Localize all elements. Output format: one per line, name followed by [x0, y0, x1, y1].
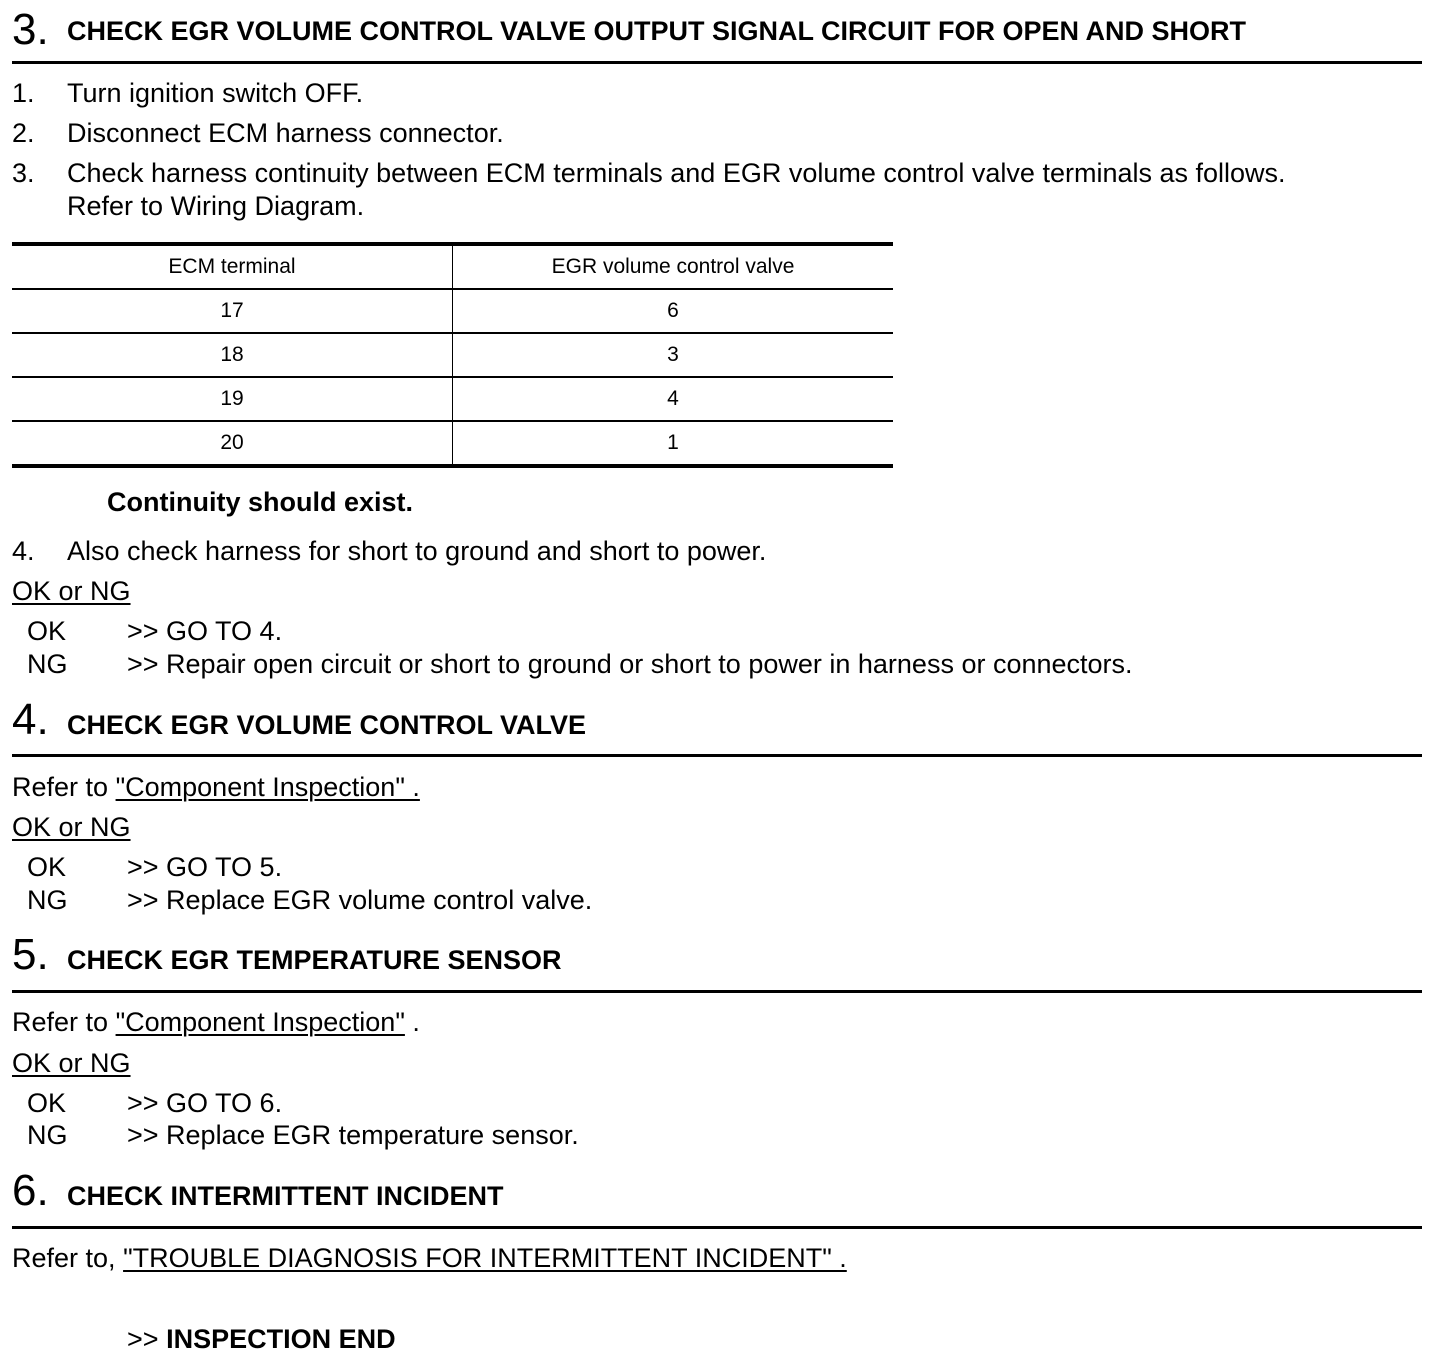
continuity-table: [12, 242, 893, 468]
table-cell: 1: [453, 421, 894, 466]
table-row: [12, 377, 893, 421]
table-row: [12, 333, 893, 377]
step-3-title: CHECK EGR VOLUME CONTROL VALVE OUTPUT SIGNAL CIRCUIT FOR OPEN AND SHORT: [67, 16, 1247, 46]
step-3-ng-action: >> Repair open circuit or short to ground or short to power in harness or connectors.: [127, 649, 1133, 679]
inspection-end-label: INSPECTION END: [166, 1324, 396, 1354]
step-3-item-3-text: Check harness continuity between ECM terminals and EGR volume control valve terminals as follows.: [67, 158, 1286, 188]
step-6-divider: [12, 1226, 1422, 1229]
step-3-number: 3.: [12, 5, 49, 54]
table-cell: 18: [12, 333, 453, 377]
step-4-refer: [12, 771, 420, 803]
step-4-ng-action: >> Replace EGR volume control valve.: [127, 885, 593, 915]
step-4-ng-label: NG: [27, 885, 68, 915]
step-3-ok-action: >> GO TO 4.: [127, 616, 283, 646]
step-3-divider: [12, 61, 1422, 64]
step-5-ok-label: OK: [27, 1088, 67, 1118]
step-3-item-2-text: Disconnect ECM harness connector.: [67, 118, 504, 148]
step-5-title: CHECK EGR TEMPERATURE SENSOR: [67, 945, 562, 975]
step-3-item-4-text: Also check harness for short to ground and short to power.: [67, 536, 767, 566]
step-5-refer-prefix: Refer to: [12, 1007, 109, 1037]
table-cell: 17: [12, 289, 453, 333]
table-cell: 3: [453, 333, 894, 377]
step-4-title: CHECK EGR VOLUME CONTROL VALVE: [67, 710, 587, 740]
table-cell: 4: [453, 377, 894, 421]
table-cell: 6: [453, 289, 894, 333]
step-3-item-1-text: Turn ignition switch OFF.: [67, 78, 364, 108]
step-5-divider: [12, 990, 1422, 993]
step-3-item-4-number: 4.: [12, 536, 35, 566]
component-inspection-link[interactable]: "Component Inspection": [115, 1007, 405, 1037]
step-5-ng-action: >> Replace EGR temperature sensor.: [127, 1120, 579, 1150]
table-cell: 20: [12, 421, 453, 466]
step-3-result-label: OK or NG: [12, 576, 131, 606]
step-6-title: CHECK INTERMITTENT INCIDENT: [67, 1181, 504, 1211]
component-inspection-link[interactable]: "Component Inspection" .: [115, 772, 420, 802]
step-5-refer-suffix: .: [404, 1007, 420, 1037]
step-6-refer: [12, 1242, 847, 1274]
table-header-ecm-terminal: ECM terminal: [12, 244, 453, 289]
step-4-number: 4.: [12, 695, 49, 744]
continuity-note: Continuity should exist.: [107, 487, 414, 517]
step-5-ok-action: >> GO TO 6.: [127, 1088, 283, 1118]
step-3-ok-label: OK: [27, 616, 67, 646]
intermittent-incident-link[interactable]: "TROUBLE DIAGNOSIS FOR INTERMITTENT INCIDENT" .: [123, 1243, 847, 1273]
table-row: [12, 421, 893, 466]
step-3-ng-label: NG: [27, 649, 68, 679]
table-cell: 19: [12, 377, 453, 421]
step-4-divider: [12, 754, 1422, 757]
step-3-item-3-number: 3.: [12, 158, 35, 188]
table-row: [12, 289, 893, 333]
step-6-refer-prefix: Refer to,: [12, 1243, 116, 1273]
step-4-ok-label: OK: [27, 852, 67, 882]
step-5-result-label: OK or NG: [12, 1048, 131, 1078]
step-5-ng-label: NG: [27, 1120, 68, 1150]
step-3-item-2-number: 2.: [12, 118, 35, 148]
step-3-item-1-number: 1.: [12, 78, 35, 108]
inspection-end-arrows: >>: [127, 1324, 159, 1354]
step-4-result-label: OK or NG: [12, 812, 131, 842]
table-header-egr-valve: EGR volume control valve: [453, 244, 894, 289]
table-header-row: [12, 244, 893, 289]
step-6-number: 6.: [12, 1166, 49, 1215]
step-4-refer-prefix: Refer to: [12, 772, 109, 802]
inspection-end: [127, 1323, 396, 1355]
step-5-number: 5.: [12, 930, 49, 979]
step-3-item-3-text-continued: Refer to Wiring Diagram.: [67, 191, 365, 221]
step-5-refer: [12, 1006, 420, 1038]
step-4-ok-action: >> GO TO 5.: [127, 852, 283, 882]
